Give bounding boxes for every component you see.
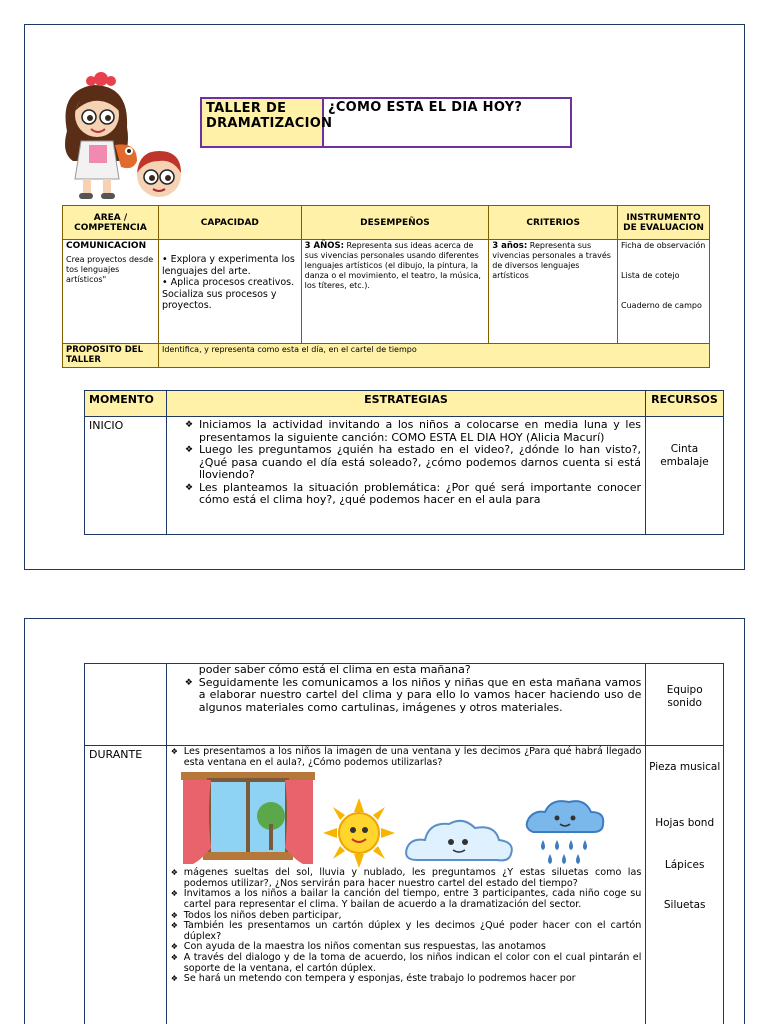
strategy-item: ❖ A través del dialogo y de la toma de acuerdo, los niños indican el color con el cual pintarán el soporte de la ventana, el cartón dúplex. [171,953,642,974]
area-text: Crea proyectos desde tos lenguajes artísticos" [66,255,154,284]
inicio-strategies [166,417,645,535]
header-area: AREA / COMPETENCIA [63,206,159,240]
instrumento-cell [618,240,710,344]
boy-character-icon [131,145,187,201]
header-capacidad: CAPACIDAD [158,206,301,240]
sun-icon [323,798,395,868]
window-icon [181,772,315,868]
header-desempenos: DESEMPEÑOS [301,206,489,240]
area-cell [63,240,159,344]
header-momento: MOMENTO [85,391,167,417]
durante-recursos [646,746,724,1024]
rain-cloud-icon [523,798,607,868]
inicio-cont-strategies [166,664,646,746]
instrumento-item: Ficha de observación [621,241,706,250]
title-block [200,97,572,148]
desempenos-text: Representa sus ideas acerca de sus vivencias personales usando diferentes lenguajes artísticos (el dibujo, la pintura, la danza o el movimiento, el teatro, la música, los títeres, etc.). [304,241,481,290]
header-instrumento: INSTRUMENTO DE EVALUACION [618,206,710,240]
strategy-item: ❖ Invitamos a los niños a bailar la canción del tiempo, entre 3 participantes, cada niño coge su cartel para representar el clima. Y bailan de acuerdo a la dramatización del sector. [171,889,642,910]
strategies-table [84,390,724,535]
instrumento-item: Lista de cotejo [621,271,680,280]
capacidad-line: • Explora y experimenta los lenguajes del arte. [161,254,295,277]
criterios-age: 3 años: [492,241,528,251]
strategy-item: ❖ Les presentamos a los niños la imagen de una ventana y les decimos ¿Para qué habrá llegado esta ventana en el aula?, ¿Cómo podemos utilizarlas? [171,747,642,768]
strategy-item: ❖ Se hará un metendo con tempera y esponjas, éste trabajo lo podremos hacer por [171,974,642,985]
header-estrategias: ESTRATEGIAS [166,391,645,417]
recurso-item: Siluetas [663,899,706,911]
competency-table [62,205,710,368]
capacidad-line: • Aplica procesos creativos. [161,277,295,288]
inicio-recursos: Cinta embalaje [645,417,723,535]
strategy-item: ❖ Les planteamos la situación problemática: ¿Por qué será importante conocer cómo está el clima hoy?, ¿qué podemos hacer en el aula para [185,482,641,507]
proposito-label: PROPOSITO DEL TALLER [63,344,159,368]
strategy-item: ❖ mágenes sueltas del sol, lluvia y nublado, les preguntamos ¿Y estas siluetas como las podemos utilizar?, ¿Nos servirán para hacer nuestro cartel del estado del tiempo? [171,868,642,889]
header-criterios: CRITERIOS [489,206,618,240]
strategy-item: ❖ Seguidamente les comunicamos a los niños y niñas que en esta mañana vamos a elaborar nuestro cartel del clima y para ello lo vamos hacer haciendo uso de algunos materiales como cartulinas, imágenes y otros materiales. [185,677,642,715]
criterios-cell [489,240,618,344]
strategy-item: ❖ Iniciamos la actividad invitando a los niños a colocarse en media luna y les presentamos la siguiente canción: COMO ESTA EL DIA HOY (Alicia Macurí) [185,419,641,444]
recurso-item: Pieza musical [649,761,721,773]
durante-strategies [166,746,646,1024]
strategy-item: ❖ Todos los niños deben participar, [171,911,642,922]
inicio-cont-recursos: Equipo sonido [646,664,724,746]
page-2 [24,618,745,1024]
momento-inicio: INICIO [85,417,167,535]
capacidad-cell [158,240,301,344]
area-title: COMUNICACION [66,241,147,251]
strategy-item: ❖ También les presentamos un cartón dúplex y les decimos ¿Qué poder hacer con el cartón dúplex? [171,921,642,942]
page-1 [24,24,745,570]
instrumento-item: Cuaderno de campo [621,301,702,310]
strategies-table-continued [84,663,724,1024]
taller-title: TALLER DE DRAMATIZACION [202,99,324,146]
recurso-item: Lápices [664,859,705,871]
criterios-text: Representa sus vivencias personales a través de diversos lenguajes artísticos [492,241,611,280]
momento-inicio-cont [85,664,167,746]
session-title: ¿COMO ESTA EL DIA HOY? [328,100,523,115]
momento-durante: DURANTE [85,746,167,1024]
cloud-icon [403,816,515,868]
recurso-item: Hojas bond [655,817,715,829]
strategy-item: ❖ Luego les preguntamos ¿quién ha estado en el video?, ¿dónde lo han visto?, ¿Qué pasa cuando el día está soleado?, ¿cómo podemos darnos cuenta si está lloviendo? [185,444,641,482]
desempenos-cell [301,240,489,344]
desempenos-age: 3 AÑOS: [304,241,344,251]
strategy-item: ❖ Con ayuda de la maestra los niños comentan sus respuestas, las anotamos [171,942,642,953]
weather-illustrations [181,772,642,868]
capacidad-line: Socializa sus procesos y proyectos. [161,288,277,311]
header-recursos: RECURSOS [645,391,723,417]
strategy-item-continued: poder saber cómo está el clima en esta mañana? [198,663,471,676]
proposito-text: Identifica, y representa como esta el día, en el cartel de tiempo [158,344,709,368]
